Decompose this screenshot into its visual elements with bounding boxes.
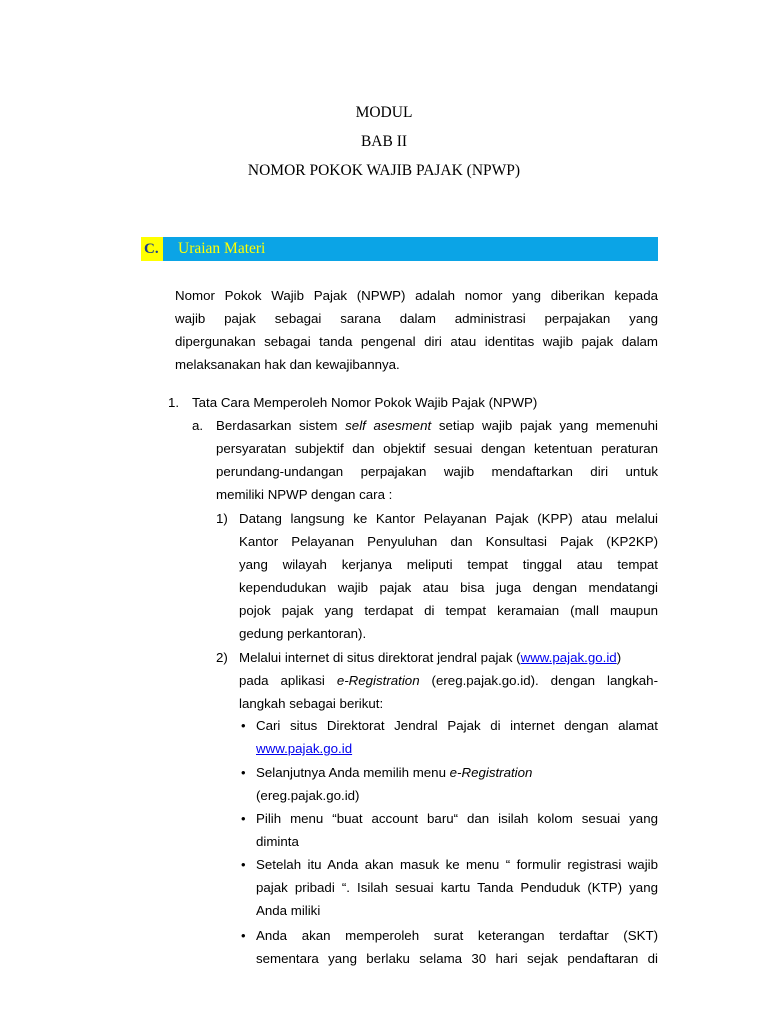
bullet-line: Anda akan memperoleh surat keterangan terdaftar (SKT) [256,928,658,943]
sub-number: 2) [216,650,228,665]
sub1-line: Datang langsung ke Kantor Pelayanan Pajak (KPP) atau melalui [239,511,658,526]
bullet-dot: • [241,928,246,943]
intro-line: dipergunakan sebagai tanda pengenal diri atau identitas wajib pajak dalam [175,334,658,349]
bullet-line: sementara yang berlaku selama 30 hari sejak pendaftaran di [256,951,658,966]
bullet-line: diminta [256,834,299,849]
sub1-line: kependudukan wajib pajak atau bisa juga dengan mendatangi [239,580,658,595]
bullet-dot: • [241,765,246,780]
item-a-line: Berdasarkan sistem self asesment setiap wajib pajak yang memenuhi [216,418,658,433]
bullet-line: (ereg.pajak.go.id) [256,788,360,803]
bullet-line [256,741,352,757]
item-a-line: perundang-undangan perpajakan wajib mendaftarkan diri untuk [216,464,658,479]
sub1-line: yang wilayah kerjanya meliputi tempat tinggal atau tempat [239,557,658,572]
bullet-dot: • [241,857,246,872]
list-letter: a. [192,418,204,433]
chapter-title: BAB II [360,133,408,150]
pajak-link[interactable]: www.pajak.go.id [256,741,353,756]
sub1-line: gedung perkantoran). [239,626,367,641]
bullet-line: Selanjutnya Anda memilih menu e-Registration [256,765,533,780]
list-number: 1. [168,395,180,410]
intro-line: wajib pajak sebagai sarana dalam administrasi perpajakan yang [175,311,658,326]
section-label: Uraian Materi [178,240,266,257]
bullet-dot: • [241,718,246,733]
pajak-link[interactable]: www.pajak.go.id [520,650,617,665]
sub2-line: Melalui internet di situs direktorat jendral pajak (www.pajak.go.id) [239,650,622,665]
list-item-heading: Tata Cara Memperoleh Nomor Pokok Wajib Pajak (NPWP) [192,395,538,410]
bullet-line: Pilih menu “buat account baru“ dan isilah kolom sesuai yang [256,811,658,826]
bullet-line: Anda miliki [256,903,321,918]
sub1-line: pojok pajak yang terdapat di tempat keramaian (mall maupun [239,603,658,618]
sub1-line: Kantor Pelayanan Penyuluhan dan Konsultasi Pajak (KP2KP) [239,534,658,549]
sub2-line: langkah sebagai berikut: [239,696,384,711]
bullet-line: Cari situs Direktorat Jendral Pajak di internet dengan alamat [256,718,658,733]
sub-number: 1) [216,511,228,526]
intro-line: melaksanakan hak dan kewajibannya. [175,357,400,372]
bullet-line: pajak pribadi “. Isilah sesuai kartu Tanda Penduduk (KTP) yang [256,880,658,895]
intro-line: Nomor Pokok Wajib Pajak (NPWP) adalah nomor yang diberikan kepada [175,288,658,303]
bullet-line: Setelah itu Anda akan masuk ke menu “ formulir registrasi wajib [256,857,658,872]
topic-title: NOMOR POKOK WAJIB PAJAK (NPWP) [247,162,521,179]
bullet-dot: • [241,811,246,826]
sub2-line: pada aplikasi e-Registration (ereg.pajak.go.id). dengan langkah- [239,673,658,688]
section-letter: C. [141,237,163,261]
section-header [141,237,658,261]
item-a-line: persyaratan subjektif dan objektif sesuai dengan ketentuan peraturan [216,441,658,456]
item-a-line: memiliki NPWP dengan cara : [216,487,393,502]
module-title: MODUL [355,104,413,121]
